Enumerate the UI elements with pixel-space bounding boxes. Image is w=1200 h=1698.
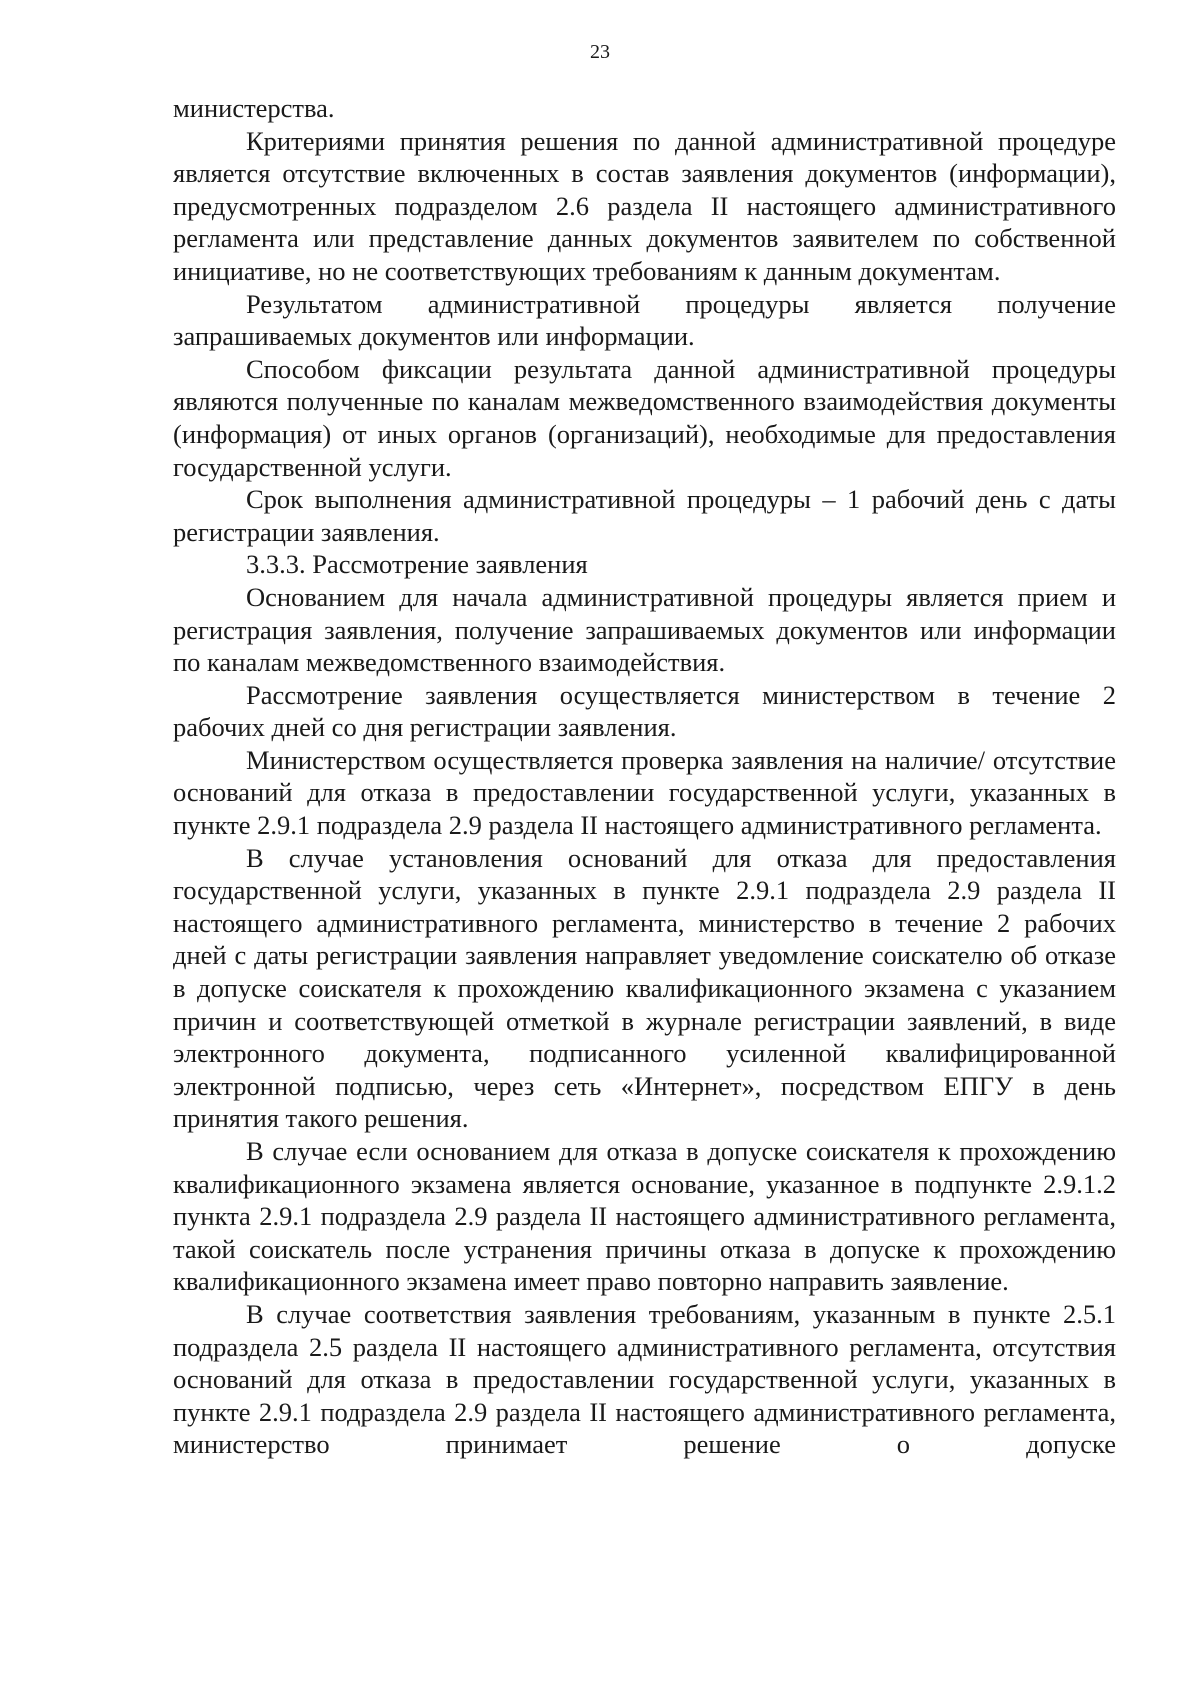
- page-number: 23: [590, 41, 610, 63]
- paragraph-deadline: Срок выполнения административной процедуры – 1 рабочий день с даты регистрации заявления.: [173, 484, 1116, 547]
- paragraph-result: Результатом административной процедуры является получение запрашиваемых документов или информации.: [173, 288, 1116, 352]
- paragraph-refusal: В случае установления оснований для отказа для предоставления государственной услуги, указанных в пункте 2.9.1 подраздела 2.9 раздела II настоящего административного регламента, министерство в течение 2 рабочих дней с даты регистрации заявления направляет уведомление соискателю об отказе в допуске соискателя к прохождению квалификационного экзамена с указанием причин и соответствующей отметкой в журнале регистрации заявлений, в виде электронного документа, подписанного усиленной квалифицированной электронной подписью, через сеть «Интернет», посредством ЕПГУ в день принятия такого решения.: [173, 842, 1116, 1134]
- paragraph-check: Министерством осуществляется проверка заявления на наличие/ отсутствие оснований для отказа в предоставлении государственной услуги, указанных в пункте 2.9.1 подраздела 2.9 раздела II настоящего административного регламента.: [173, 744, 1116, 841]
- paragraph-repeat-application: В случае если основанием для отказа в допуске соискателя к прохождению квалификационного экзамена является основание, указанное в подпункте 2.9.1.2 пункта 2.9.1 подраздела 2.9 раздела II настоящего административного регламента, такой соискатель после устранения причины отказа в допуске к прохождению квалификационного экзамена имеет право повторно направить заявление.: [173, 1136, 1116, 1297]
- document-body: [173, 92, 1116, 1461]
- paragraph-review-term: Рассмотрение заявления осуществляется министерством в течение 2 рабочих дней со дня регистрации заявления.: [173, 679, 1116, 743]
- paragraph-continuation: министерства.: [173, 93, 335, 123]
- paragraph-admission: В случае соответствия заявления требованиям, указанным в пункте 2.5.1 подраздела 2.5 раздела II настоящего административного регламента, отсутствия оснований для отказа в предоставлении государственной услуги, указанных в пункте 2.9.1 подраздела 2.9 раздела II настоящего административного регламента, министерство принимает решение о допуске: [173, 1298, 1116, 1460]
- section-heading: 3.3.3. Рассмотрение заявления: [246, 549, 588, 580]
- paragraph-fixation-method: Способом фиксации результата данной административной процедуры являются полученные по каналам межведомственного взаимодействия документы (информация) от иных органов (организаций), необходимые для предоставления государственной услуги.: [173, 353, 1116, 482]
- paragraph-basis: Основанием для начала административной процедуры является прием и регистрация заявления, получение запрашиваемых документов или информации по каналам межведомственного взаимодействия.: [173, 581, 1116, 678]
- paragraph-criteria: Критериями принятия решения по данной административной процедуре является отсутствие включенных в состав заявления документов (информации), предусмотренных подразделом 2.6 раздела II настоящего административного регламента или представление данных документов заявителем по собственной инициативе, но не соответствующих требованиям к данным документам.: [173, 125, 1116, 286]
